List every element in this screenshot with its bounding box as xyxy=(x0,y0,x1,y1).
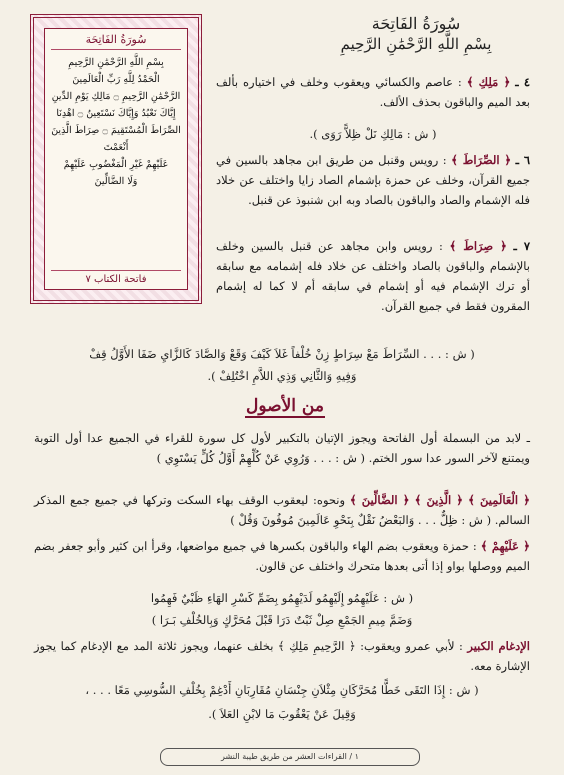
frame-verse: وَلَا الضَّالِّينَ xyxy=(94,176,138,187)
paragraph-basmala: ـ لابد من البسملة أول الفاتحة ويجوز الإتيان بالتكبير لأول كل سورة للقراء في الجميع عدا أول التوبة ويمتنع لآخر السور عدا سور الختم. ( ش : . . . وَرُوِي عَنْ كُلِّهِمْ أَوَّلُ كُلٍّ يَسْتَوِي ) xyxy=(34,431,530,465)
rule-title: الإدغام الكبير xyxy=(467,639,530,653)
frame-verse: إِيَّاكَ نَعْبُدُ وَإِيَّاكَ نَسْتَعِينُ ۝ اهْدِنَا xyxy=(56,108,176,119)
frame-verse: الْحَمْدُ لِلَّهِ رَبِّ الْعَالَمِينَ xyxy=(72,74,160,85)
frame-verse: الصِّرَاطَ الْمُسْتَقِيمَ ۝ صِرَاطَ الَّذِينَ أَنْعَمْتَ xyxy=(51,125,181,153)
frame-verse: عَلَيْهِمْ غَيْرِ الْمَغْضُوبِ عَلَيْهِمْ xyxy=(63,159,169,170)
quran-word: ﴿ الصِّرَاطَ ﴾ xyxy=(451,153,512,167)
paragraph-text: : حمزة ويعقوب بضم الهاء والباقون بكسرها في جميع مواضعها، وقرأ ابن كثير وأبو جعفر بضم الميم ووصلها بواو إذا أتى بعدها متحرك واختلف عن قالون. xyxy=(34,539,530,573)
section-title: من الأصول xyxy=(230,396,340,418)
basmala: بِسْمِ اللَّهِ الرَّحْمَٰنِ الرَّحِيمِ xyxy=(340,35,492,53)
item-4 xyxy=(216,72,530,112)
quran-word: ﴿ مَلِكِ ﴾ xyxy=(466,75,511,89)
surah-name: سُورَةُ الفَاتِحَة xyxy=(371,14,461,33)
item-number: ٦ ـ xyxy=(515,153,531,167)
verse-citation: وَضَمَّ مِيمِ الجَمْعِ صِلْ ثَبْتٌ دَرَا قَبْلَ مُحَرَّكٍ وَبِالخُلْفِ بَـرَا ) xyxy=(151,613,413,627)
frame-verse: بِسْمِ اللَّهِ الرَّحْمَٰنِ الرَّحِيمِ xyxy=(68,57,164,68)
verse-citation: ( ش : عَلَيْهِمُو إِلَيْهِمُو لَدَيْهِمُو بِضَمِّ كَسْرِ الهَاءِ ظَبْيٌ فَهِمُوا xyxy=(150,591,414,605)
verse-citation: ( ش : . . . السِّرَاطَ مَعْ سِرَاطٍ زِنْ خُلْفاً غَلاَ كَيْفَ وَقَعْ وَالصَّادَ كَالزَّايِ ضَفَا الأَوَّلُ قِفْ xyxy=(89,347,475,361)
item-7 xyxy=(216,236,530,316)
surah-frame-inner xyxy=(44,28,188,290)
item-number: ٧ ـ xyxy=(513,239,531,253)
surah-heading xyxy=(316,14,516,53)
page-footer: ١ / القراءات العشر من طريق طيبة النشر xyxy=(160,748,420,766)
paragraph-idgham xyxy=(34,636,530,676)
paragraph-alamin xyxy=(34,490,530,530)
paragraph-text: ونحوه: ليعقوب الوقف بهاء السكت وتركها في جميع جمع المذكر السالم. ( ش : ظِلٌّ . . . وَالبَعْضُ نَقْلٌ بِنَحْوِ عَالَمِينَ مُوفُونَ وَقُلْ ) xyxy=(34,493,530,527)
item-text: : عاصم والكسائي ويعقوب وخلف في اختياره بألف بعد الميم والباقون بحذف الألف. xyxy=(216,75,530,109)
paragraph-text: : لأبي عمرو ويعقوب: ﴿ الرَّحِيمِ مَلِكِ ﴾ بخلف عنهما، ويجوز ثلاثة المد مع الإدغام كما يجوز الإشارة معه. xyxy=(34,639,530,673)
verse-citation: ( ش : مَالِكِ نَلْ ظِلاًّ رَوَى ). xyxy=(309,127,437,141)
quran-word: ﴿ الْعَالَمِينَ ﴾ ﴿ الَّذِينَ ﴾ ﴿ الضَّالِّينَ ﴾ xyxy=(349,493,530,507)
quran-word: ﴿ صِرَاطَ ﴾ xyxy=(449,239,507,253)
item-text: : رويس وابن مجاهد عن قنبل بالسين وخلف بالإشمام والباقون بالصاد واختلف عن خلاد فله إشمامه مع سابقه أو ترك الإشمام فيه أو إشمام في سابقه أم لا كما له إشمام المقرون فقط في جميع القرآن. xyxy=(216,239,530,313)
item-6 xyxy=(216,150,530,210)
surah-frame xyxy=(30,14,202,304)
frame-title: سُورَةُ الفَاتِحَة xyxy=(51,33,181,50)
verse-citation: وَقِيلَ عَنْ يَعْقُوبَ مَا لابْنِ العَلاَ ). xyxy=(208,707,356,721)
quran-word: ﴿ عَلَيْهِمْ ﴾ xyxy=(480,539,531,553)
paragraph-alayhim xyxy=(34,536,530,576)
frame-verse: الرَّحْمَٰنِ الرَّحِيمِ ۝ مَالِكِ يَوْمِ الدِّينِ xyxy=(51,91,181,102)
verse-citation: ( ش : إِذَا التَقَى خَطًّا مُحَرَّكَانِ مِثْلاَنِ جِنْسَانِ مُقَارِبَانِ أَدْغِمْ بِخُلْفِ السُّوسِي مَعًا . . . ، xyxy=(85,683,479,697)
frame-footer: فاتحة الكتاب ٧ xyxy=(51,270,181,285)
book-title: القراءات العشر من طريق طيبة النشر xyxy=(221,752,347,761)
item-number: ٤ ـ xyxy=(515,75,530,89)
page-number: ١ xyxy=(354,752,359,761)
item-text: : رويس وقنبل من طريق ابن مجاهد بالسين في جميع القرآن، وخلف عن حمزة بإشمام الصاد زايا واختلف عن خلاد فله الإشمام والصاد والباقون بالصاد وبه ابن شنبوذ عن قنبل. xyxy=(216,153,530,207)
verse-citation: وَفِيهِ وَالثَّانِي وَذِي اللاَّمِ اخْتُلِفْ ). xyxy=(207,369,357,383)
